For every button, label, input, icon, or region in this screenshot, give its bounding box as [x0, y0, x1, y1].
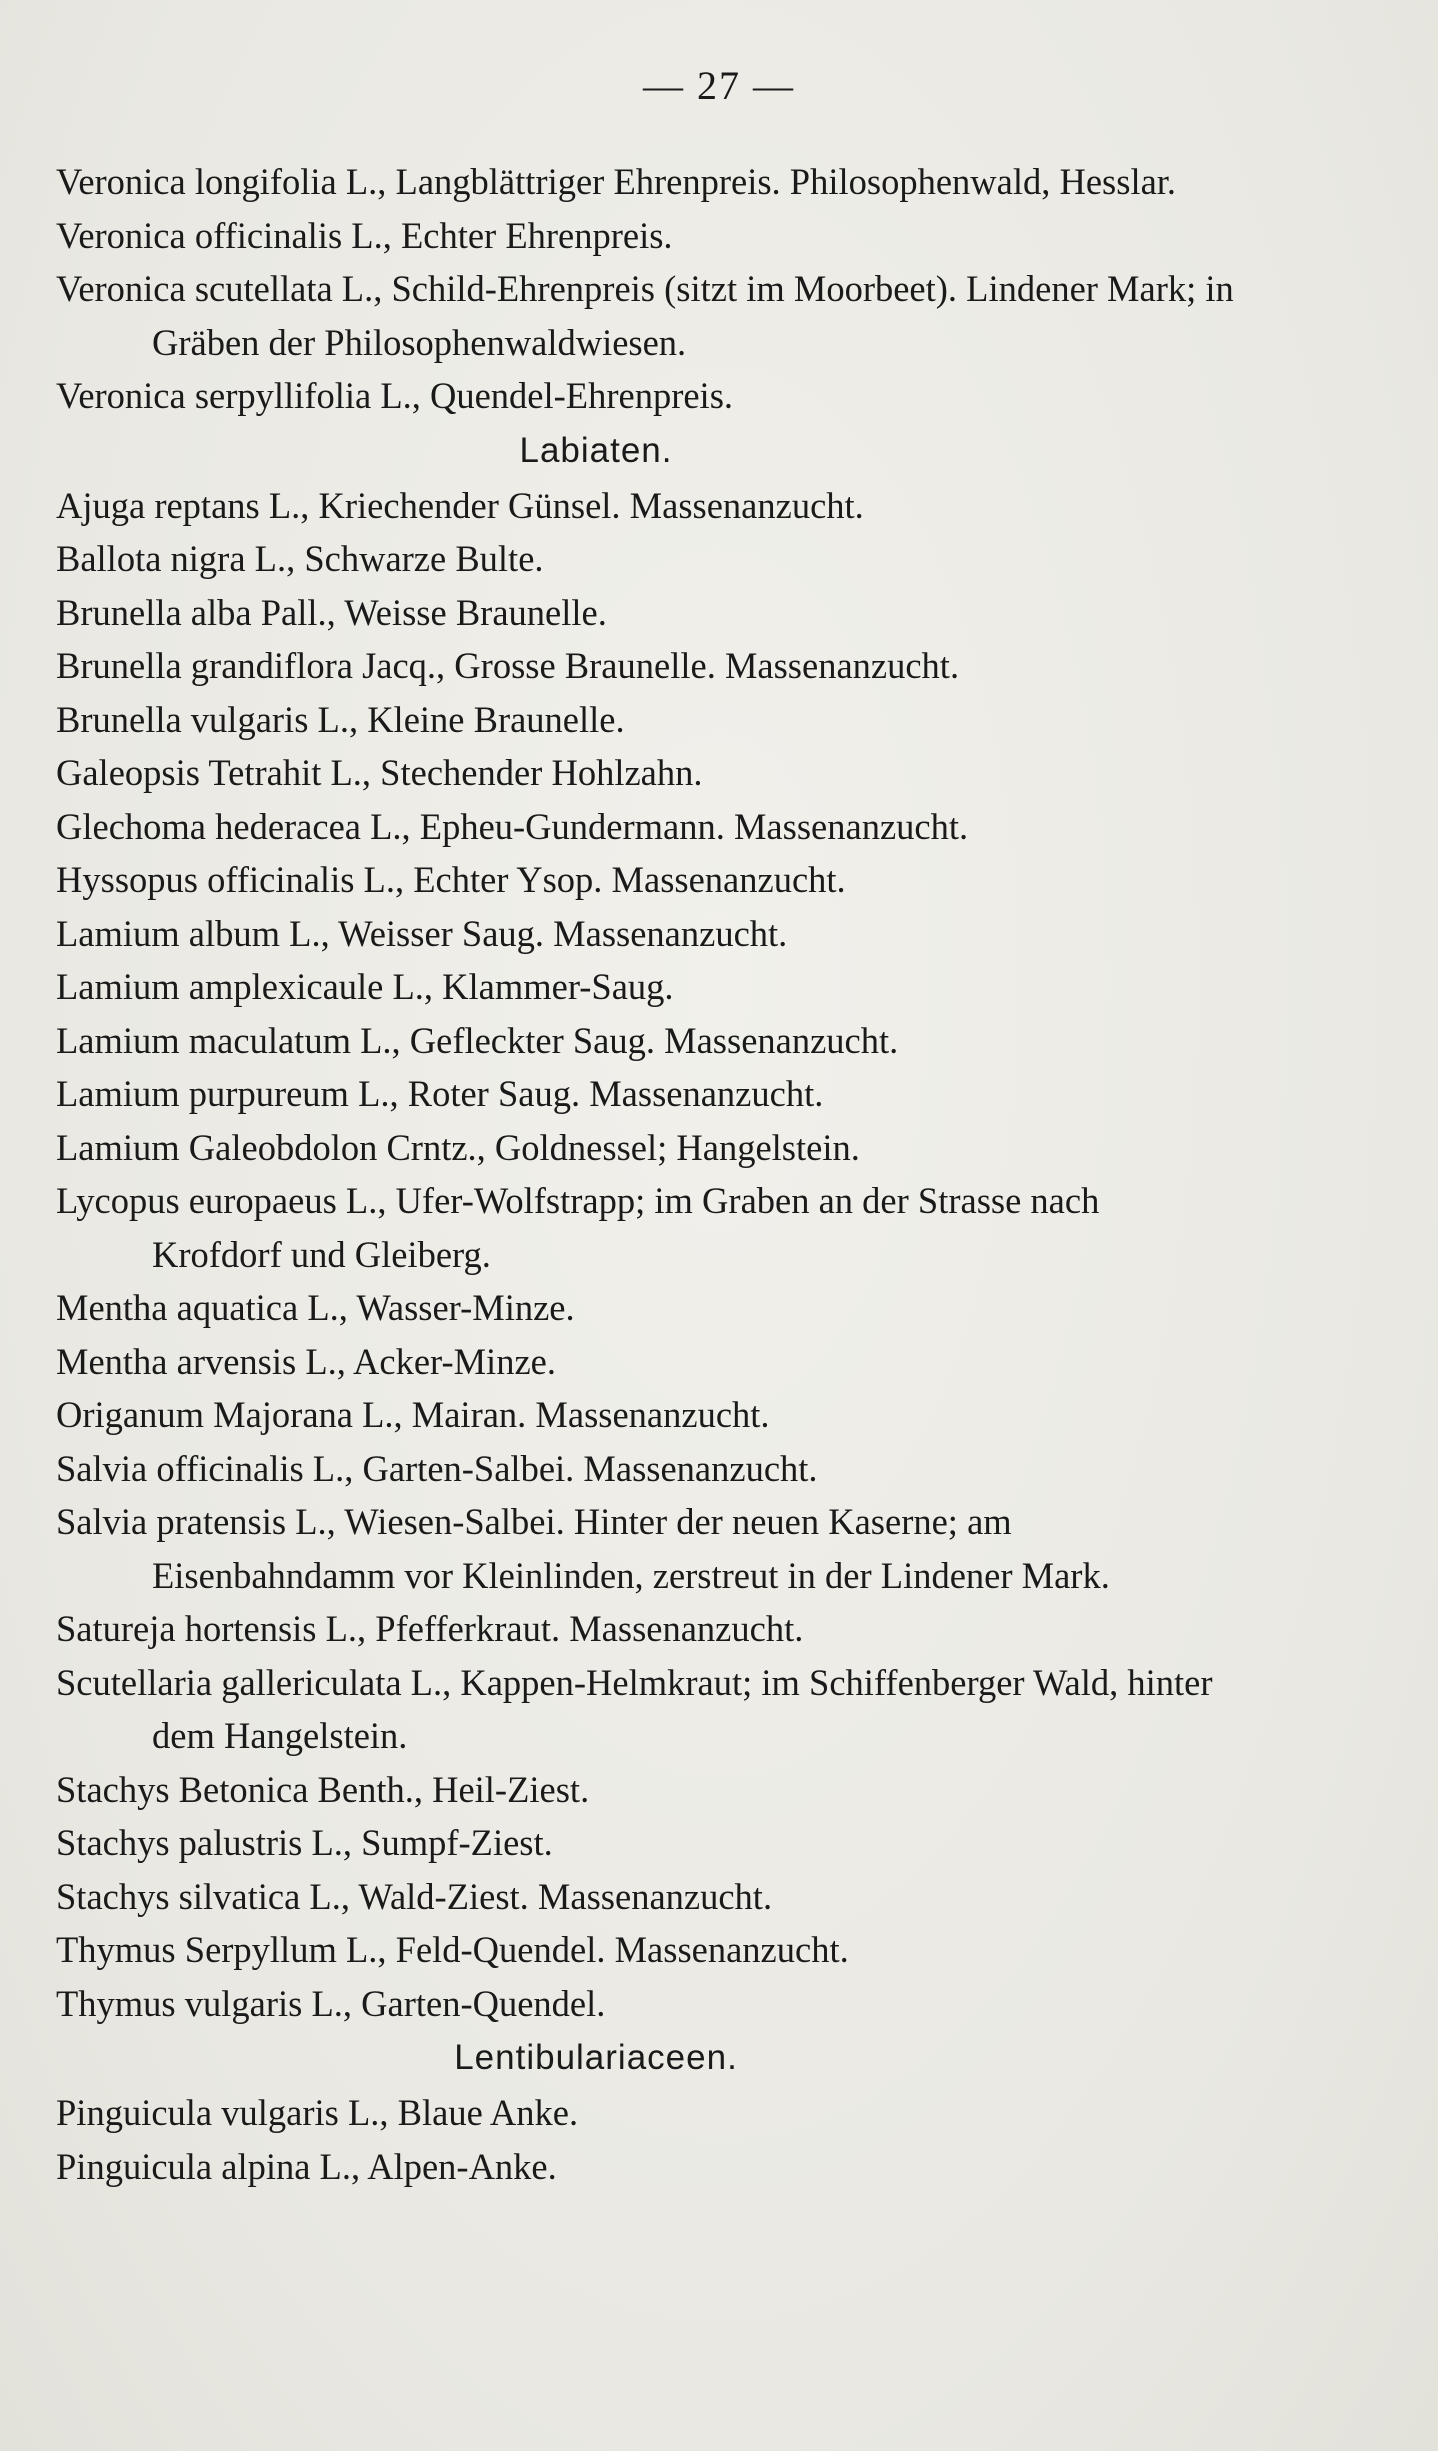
species-entry: Ballota nigra L., Schwarze Bulte.: [56, 538, 544, 579]
section-heading: Lentibulariaceen.: [454, 2038, 738, 2077]
species-entry: Lamium album L., Weisser Saug. Massenanzucht.: [56, 912, 788, 954]
species-entry: Salvia officinalis L., Garten-Salbei. Massenanzucht.: [56, 1447, 818, 1489]
species-entry: Pinguicula vulgaris L., Blaue Anke.: [56, 2092, 579, 2133]
species-entry: Galeopsis Tetrahit L., Stechender Hohlzahn.: [56, 752, 703, 793]
species-entry: Brunella alba Pall., Weisse Braunelle.: [56, 591, 607, 633]
species-entry: Ajuga reptans L., Kriechender Günsel. Massenanzucht.: [56, 484, 864, 526]
species-entry: Lycopus europaeus L., Ufer-Wolfstrapp; im Graben an der Strasse nach Krofdorf und Gleiberg.: [56, 1180, 1100, 1275]
species-entry: Veronica scutellata L., Schild-Ehrenpreis (sitzt im Moorbeet). Lindener Mark; in Gräben der Philosophenwaldwiesen.: [56, 268, 1234, 363]
species-entry: Stachys palustris L., Sumpf-Ziest.: [56, 1822, 553, 1863]
species-entry: Veronica officinalis L., Echter Ehrenpreis.: [56, 214, 673, 256]
species-entry: Thymus vulgaris L., Garten-Quendel.: [56, 1982, 606, 2024]
species-entry: Stachys silvatica L., Wald-Ziest. Massenanzucht.: [56, 1875, 773, 1917]
page-number: — 27 —: [643, 63, 795, 108]
species-entry: Lamium Galeobdolon Crntz., Goldnessel; Hangelstein.: [56, 1126, 860, 1168]
species-entry: Glechoma hederacea L., Epheu-Gundermann. Massenanzucht.: [56, 805, 969, 847]
species-entry: Brunella grandiflora Jacq., Grosse Braunelle. Massenanzucht.: [56, 645, 960, 686]
species-entry: Scutellaria gallericulata L., Kappen-Helmkraut; im Schiffenberger Wald, hinter dem Hangelstein.: [56, 1661, 1213, 1756]
species-entry: Lamium amplexicaule L., Klammer-Saug.: [56, 966, 674, 1007]
species-entry: Brunella vulgaris L., Kleine Braunelle.: [56, 698, 625, 740]
species-entry: Pinguicula alpina L., Alpen-Anke.: [56, 2145, 557, 2187]
species-entry: Lamium maculatum L., Gefleckter Saug. Massenanzucht.: [56, 1019, 899, 1061]
section-heading: Labiaten.: [519, 430, 673, 470]
species-entry: Stachys Betonica Benth., Heil-Ziest.: [56, 1768, 590, 1810]
species-entry: Origanum Majorana L., Mairan. Massenanzucht.: [56, 1394, 770, 1435]
species-entry: Thymus Serpyllum L., Feld-Quendel. Massenanzucht.: [56, 1929, 849, 1970]
species-entry: Salvia pratensis L., Wiesen-Salbei. Hinter der neuen Kaserne; am Eisenbahndamm vor Kleinlinden, zerstreut in der Lindener Mark.: [56, 1501, 1110, 1596]
species-entry: Mentha aquatica L., Wasser-Minze.: [56, 1287, 575, 1328]
species-entry: Hyssopus officinalis L., Echter Ysop. Massenanzucht.: [56, 859, 846, 900]
species-entry: Veronica longifolia L., Langblättriger Ehrenpreis. Philosophenwald, Hesslar.: [56, 161, 1177, 202]
species-entry: Lamium purpureum L., Roter Saug. Massenanzucht.: [56, 1073, 824, 1114]
species-entry: Veronica serpyllifolia L., Quendel-Ehrenpreis.: [56, 375, 734, 416]
page-content: [56, 155, 1236, 2193]
species-entry: Satureja hortensis L., Pfefferkraut. Massenanzucht.: [56, 1608, 804, 1649]
species-entry: Mentha arvensis L., Acker-Minze.: [56, 1340, 556, 1382]
